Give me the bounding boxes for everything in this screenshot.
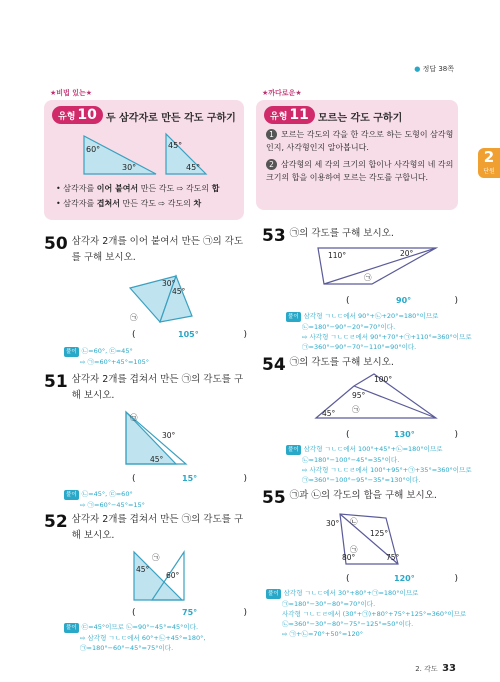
problem-question: ㉠의 각도를 구해 보시오. [289, 228, 394, 239]
target-angle-label: ㉠ [352, 405, 360, 414]
left-box-tag: ★비법 있는★ [50, 89, 93, 97]
bullet-difference: • 삼각자를 겹쳐서 만든 각도 ⇨ 각도의 차 [56, 199, 202, 208]
left-type-box [44, 100, 244, 220]
angle-45-label: 45° [136, 565, 150, 574]
problem-53 [262, 226, 462, 246]
angle-80-label: 80° [342, 553, 356, 562]
angle-30-label: 30° [326, 519, 340, 528]
p52-answer: 75° [182, 608, 198, 617]
angle-125-label: 125° [370, 529, 389, 538]
target-angle-label: ㉠ [130, 313, 138, 322]
angle-45-label-b: 45° [186, 163, 201, 172]
p54-solution: 풀이 삼각형 ㄱㄴㄷ에서 100°+45°+㉡=180°이므로 ㉡=180°−100°−45°=35°이다. ⇨ 사각형 ㄱㄴㄷㄹ에서 100°+95°+㉠+35°=360°이므로 ㉠=360°−100°−95°−35°=130°이다. [288, 445, 472, 484]
chapter-number: 2 [483, 148, 495, 166]
p50-solution: 풀이 ㉡=60°, ㉢=45° ⇨ ㉠=60°+45°=105° [66, 347, 150, 366]
page-number: 33 [442, 663, 456, 674]
p50-answer-row[interactable]: ( 105° ) [132, 330, 247, 340]
problem-number: 52 [44, 512, 68, 532]
p51-diagram [118, 406, 198, 468]
p54-diagram [312, 372, 442, 424]
problem-number: 53 [262, 226, 286, 246]
p50-diagram [120, 270, 200, 326]
p53-solution: 풀이 삼각형 ㄱㄴㄷ에서 90°+㉡+20°=180°이므로 ㉡=180°−90°−20°=70°이다. ⇨ 사각형 ㄱㄴㄷㄹ에서 90°+70°+㉠+110°=360°이므로 ㉠=360°−90°−70°−110°=90°이다. [288, 312, 472, 351]
problem-question: ㉠과 ㉡의 각도의 합을 구해 보시오. [289, 490, 437, 501]
p53-answer: 90° [396, 296, 412, 305]
angle-110-label: 110° [328, 251, 347, 260]
p55-answer: 120° [394, 574, 415, 583]
target-angle-label: ㉠ [364, 273, 372, 282]
answer-reference: ● 정답 38쪽 [414, 65, 454, 73]
triangle-rulers-diagram [74, 128, 214, 178]
problem-question: 삼각자 2개를 겹쳐서 만든 ㉠의 각도를 구해 보시오. [71, 514, 243, 541]
problem-question: ㉠의 각도를 구해 보시오. [289, 357, 394, 368]
angle-30-label: 30° [122, 163, 137, 172]
angle-20-label: 20° [400, 249, 414, 258]
chapter-tab[interactable] [478, 148, 500, 178]
angle-60-label: 60° [166, 571, 180, 580]
p51-solution: 풀이 ㉡=45°, ㉢=60° ⇨ ㉠=60°−45°=15° [66, 490, 145, 509]
angle-45-label: 45° [322, 409, 336, 418]
p55-solution: 풀이 삼각형 ㄱㄴㄷ에서 30°+80°+㉠=180°이므로 ㉠=180°−30°−80°=70°이다. 사각형 ㄱㄴㄷㄹ에서 (30°+㉠)+80°+75°+125°=360°이므로 ㉡=360°−30°−80°−75°−125°=50°이다. ⇨ ㉠+㉡=70°+50°=120° [268, 589, 467, 638]
p52-solution: 풀이 ㉢=45°이므로 ㉡=90°−45°=45°이다. ⇨ 삼각형 ㄱㄴㄷ에서 60°+㉡+45°=180°, ㉠=180°−60°−45°=75°이다. [66, 623, 206, 652]
problem-51 [44, 372, 249, 404]
problem-question: 삼각자 2개를 이어 붙여서 만든 ㉠의 각도를 구해 보시오. [71, 236, 243, 263]
rule-item-2: 2 삼각형의 세 각의 크기의 합이나 사각형의 네 각의 크기의 합을 이용하여 모르는 각도를 구합니다. [266, 160, 454, 182]
page-footer [415, 663, 456, 674]
p52-diagram [128, 548, 198, 604]
type-badge-11: 유형 11 [264, 106, 315, 124]
chapter-name: 2. 각도 [415, 665, 438, 673]
right-box-title: 모르는 각도 구하기 [318, 113, 403, 124]
ruler-30-60 [84, 136, 156, 174]
problem-number: 54 [262, 355, 286, 375]
angle-45-label: 45° [150, 455, 164, 464]
problem-50 [44, 234, 249, 266]
p54-answer-row[interactable]: ( 130° ) [346, 430, 458, 440]
right-type-box [256, 100, 458, 210]
p55-diagram [322, 508, 412, 568]
target-angle-b-label: ㉡ [350, 517, 358, 526]
bullet-sum: • 삼각자를 이어 붙여서 만든 각도 ⇨ 각도의 합 [56, 184, 220, 193]
angle-75-label: 75° [386, 553, 400, 562]
problem-52 [44, 512, 249, 544]
problem-question: 삼각자 2개를 겹쳐서 만든 ㉠의 각도를 구해 보시오. [71, 374, 243, 401]
chapter-label: 단원 [483, 168, 495, 175]
angle-30-label: 30° [162, 431, 176, 440]
left-box-title: 두 삼각자로 만든 각도 구하기 [106, 113, 236, 124]
angle-60-label: 60° [86, 145, 101, 154]
p51-answer-row[interactable]: ( 15° ) [132, 474, 247, 484]
type-badge-10: 유형 10 [52, 106, 103, 124]
p51-answer: 15° [182, 474, 198, 483]
p53-diagram [312, 244, 442, 292]
p50-answer: 105° [178, 330, 199, 339]
problem-number: 51 [44, 372, 68, 392]
target-angle-a-label: ㉠ [350, 545, 358, 554]
target-angle-label: ㉠ [152, 553, 160, 562]
right-box-tag: ★까다로운★ [262, 89, 302, 97]
angle-30-label: 30° [162, 279, 176, 288]
problem-55 [262, 488, 462, 508]
p52-answer-row[interactable]: ( 75° ) [132, 608, 247, 618]
problem-number: 50 [44, 234, 68, 254]
p54-answer: 130° [394, 430, 415, 439]
figure-edge [354, 386, 436, 418]
p53-answer-row[interactable]: ( 90° ) [346, 296, 458, 306]
problem-number: 55 [262, 488, 286, 508]
p55-answer-row[interactable]: ( 120° ) [346, 574, 458, 584]
rule-item-1: 1 모르는 각도의 각을 한 각으로 하는 도형이 삼각형인지, 사각형인지 알아봅니다. [266, 130, 454, 152]
angle-45-label-a: 45° [168, 141, 183, 150]
angle-95-label: 95° [352, 391, 366, 400]
angle-100-label: 100° [374, 375, 393, 384]
angle-45-label: 45° [172, 287, 186, 296]
target-angle-label: ㉠ [130, 413, 138, 422]
